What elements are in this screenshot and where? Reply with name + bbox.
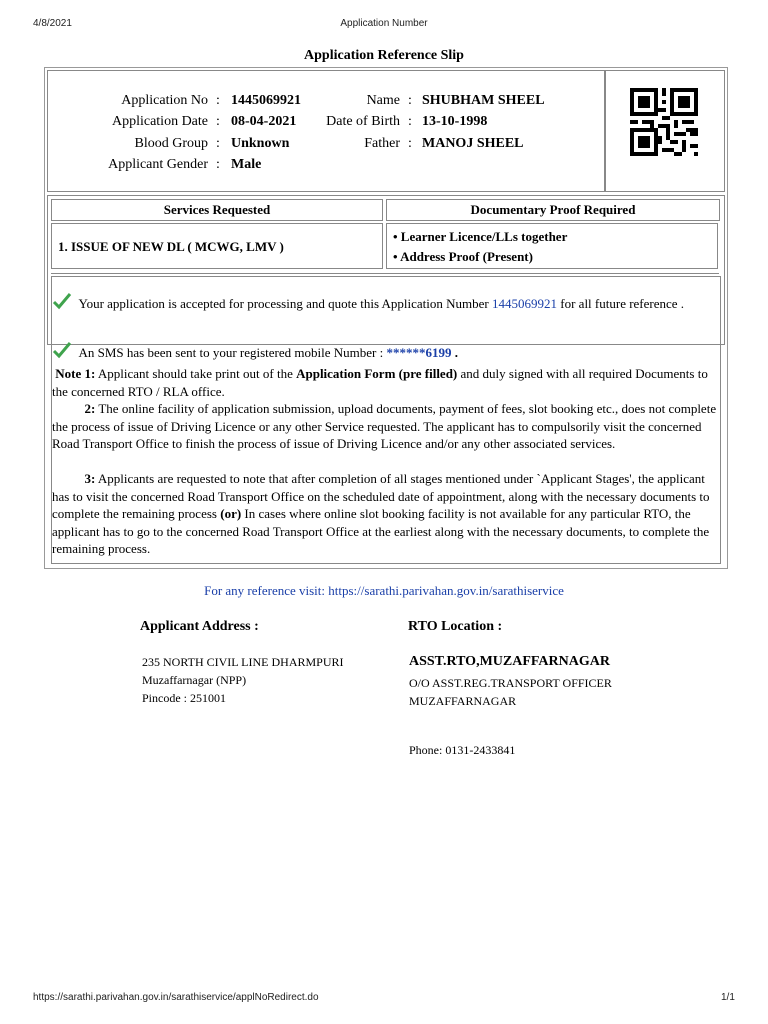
father-value: MANOJ SHEEL (422, 136, 524, 151)
note-3-bold: (or) (220, 506, 242, 521)
services-header: Services Requested (51, 199, 383, 221)
blood-group-label: Blood Group (134, 136, 208, 151)
accepted-text: Your application is accepted for processing and quote this Application Number (78, 296, 489, 311)
proof-header: Documentary Proof Required (386, 199, 720, 221)
name-value: SHUBHAM SHEEL (422, 93, 545, 108)
colon: : (408, 114, 412, 129)
colon: : (216, 93, 220, 108)
note-2-label: 2: (84, 401, 96, 416)
note-3-label: 3: (84, 471, 96, 486)
print-header-title: Application Number (340, 18, 428, 29)
reference-link[interactable]: For any reference visit: https://sarathi.parivahan.gov.in/sarathiservice (204, 583, 564, 598)
sms-mobile-number: ******6199 (386, 345, 452, 360)
address-line-2: Muzaffarnagar (NPP) (142, 673, 247, 687)
dob-label: Date of Birth (326, 114, 400, 129)
qr-code (630, 88, 698, 156)
colon: : (216, 157, 220, 172)
check-icon (52, 292, 72, 310)
note-3 (52, 470, 718, 558)
note-2 (52, 400, 718, 453)
sms-message (52, 341, 718, 362)
father-label: Father (364, 136, 400, 151)
service-cell (51, 223, 383, 269)
note-1 (52, 365, 718, 400)
note-2-text: The online facility of application submission, upload documents, payment of fees, slot booking etc., does not complete the process of issue of Driving Licence or any other Service requested. The applicant has to compulsorily visit the concerned Road Transport Office to finish the process of issue of Driving Licence and/or any other associated services. (52, 401, 717, 451)
application-date-value: 08-04-2021 (231, 114, 297, 129)
address-line-1: 235 NORTH CIVIL LINE DHARMPURI (142, 655, 344, 669)
service-name: 1. ISSUE OF NEW DL ( MCWG, LMV ) (58, 239, 284, 254)
note-3-text: Applicants are requested to note that after completion of all stages mentioned under `Applicant Stages', the applicant has to visit the concerned Road Transport Office on the scheduled date of appointment, along with the necessary documents to complete the remaining process (52, 471, 710, 521)
rto-address-line-2: MUZAFFARNAGAR (409, 694, 517, 708)
colon: : (408, 93, 412, 108)
colon: : (216, 136, 220, 151)
footer-page-number: 1/1 (721, 992, 735, 1003)
rto-address (409, 674, 612, 710)
gender-label: Applicant Gender (108, 157, 208, 172)
gender-value: Male (231, 157, 262, 172)
proof-item: • Address Proof (Present) (393, 249, 533, 264)
note-1-text-post: and duly signed with all required Documents to the concerned RTO / RLA office. (52, 366, 708, 399)
note-3-text-post: In cases where online slot booking facility is not available for any particular RTO, the applicant has to go to the concerned Road Transport Office at the earliest along with the necessary documents, to complete the remaining process. (52, 506, 710, 556)
rto-address-line-1: O/O ASST.REG.TRANSPORT OFFICER (409, 676, 612, 690)
print-date: 4/8/2021 (33, 18, 72, 29)
address-pincode: Pincode : 251001 (142, 691, 226, 705)
sms-text: An SMS has been sent to your registered mobile Number : (78, 345, 384, 360)
sms-text-post: . (454, 345, 458, 360)
dob-value: 13-10-1998 (422, 114, 488, 129)
divider (51, 273, 719, 274)
footer-url: https://sarathi.parivahan.gov.in/sarathiservice/applNoRedirect.do (33, 992, 319, 1003)
blood-group-value: Unknown (231, 136, 290, 151)
application-date-label: Application Date (111, 114, 208, 129)
note-1-bold: Application Form (pre filled) (296, 366, 458, 381)
name-label: Name (366, 93, 400, 108)
proof-item: • Learner Licence/LLs together (393, 229, 568, 244)
application-no-value: 1445069921 (231, 93, 301, 108)
page-title: Application Reference Slip (304, 48, 464, 63)
colon: : (216, 114, 220, 129)
rto-phone: Phone: 0131-2433841 (409, 743, 516, 757)
applicant-address (142, 653, 344, 707)
accepted-text-post: for all future reference . (560, 296, 685, 311)
applicant-info-box (47, 70, 605, 192)
note-1-label: Note 1: (55, 366, 96, 381)
accepted-app-number: 1445069921 (492, 296, 558, 311)
rto-location-heading: RTO Location : (408, 619, 503, 634)
note-1-text: Applicant should take print out of the (97, 366, 293, 381)
qr-box (605, 70, 725, 192)
application-no-label: Application No (121, 93, 208, 108)
proof-cell (386, 223, 718, 269)
rto-name: ASST.RTO,MUZAFFARNAGAR (409, 654, 610, 669)
colon: : (408, 136, 412, 151)
accepted-message (52, 292, 718, 313)
applicant-address-heading: Applicant Address : (140, 619, 259, 634)
check-icon (52, 341, 72, 359)
